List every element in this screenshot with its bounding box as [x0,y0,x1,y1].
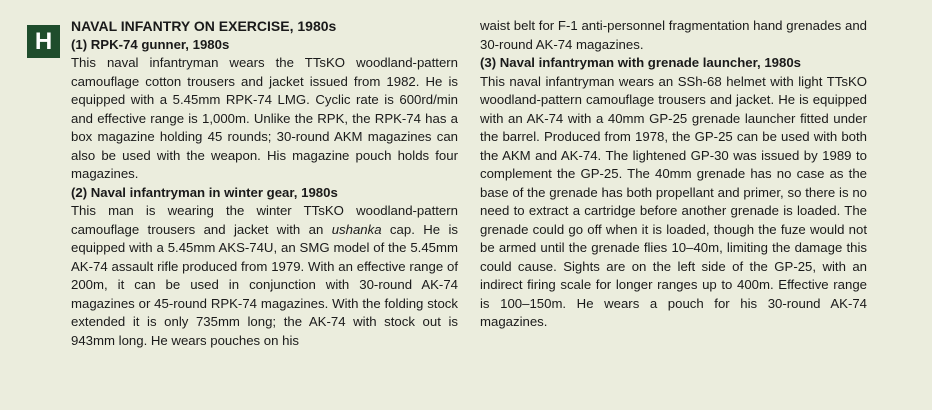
section-1-heading: (1) RPK-74 gunner, 1980s [71,36,230,52]
plate-letter-badge: H [27,25,60,58]
caption-title: NAVAL INFANTRY ON EXERCISE, 1980s [71,18,337,34]
section-2-body-italic: ushanka [331,221,382,237]
section-3-heading: (3) Naval infantryman with grenade launcher, 1980s [480,55,802,70]
section-2-body-end: cap. He is equipped with a 5.45mm AKS-74U, an SMG model of the 5.45mm AK-74 assault rifle produced from 1979. With an effective range of 200m, it can be used in conjunction with 30-round AK-74 magazines or 45-round RPK-74 magazines. With the folding stock extended it is only 735mm long; the AK-74 with stock out is 943mm long. He wears pouches on his [71,221,458,348]
left-column [71,17,458,350]
section-2-heading: (2) Naval infantryman in winter gear, 1980s [71,184,338,200]
right-column [480,17,867,332]
section-2-body-continued: waist belt for F-1 anti-personnel fragmentation hand grenades and 30-round AK-74 magazines. [480,18,867,52]
section-1-body: This naval infantryman wears the TTsKO woodland-pattern camouflage cotton trousers and jacket issued from 1982. He is equipped with a 5.45mm RPK-74 LMG. Cyclic rate is 600rd/min and effective range is 1,000m. Unlike the RPK, the RPK-74 has a box magazine holding 45 rounds; 30-round AKM magazines can also be used with the weapon. His magazine pouch holds four magazines. [71,55,458,181]
section-2-body-start: This man is wearing the winter TTsKO woodland-pattern camouflage trousers and jacket with an [71,203,458,237]
section-2-body [71,202,458,350]
section-3-body: This naval infantryman wears an SSh-68 helmet with light TTsKO woodland-pattern camouflage trousers and jacket. He is equipped with an AK-74 with a 40mm GP-25 grenade launcher fitted under the barrel. Produced from 1978, the GP-25 can be used with both the AKM and AK-74. The lightened GP-30 was issued by 1989 to complement the GP-25. The 40mm grenade has no case as the base of the grenade has both propellant and primer, so there is no need to extract a cartridge before another grenade is loaded. The grenade could go off when it is loaded, though the fuze would not be armed until the grenade flies 10–40m, limiting the damage this could cause. Sights are on the left side of the GP-25, with an indirect firing scale for longer ranges up to 400m. Effective range is 100–150m. He wears a pouch for his 30-round AK-74 magazines. [480,73,867,329]
